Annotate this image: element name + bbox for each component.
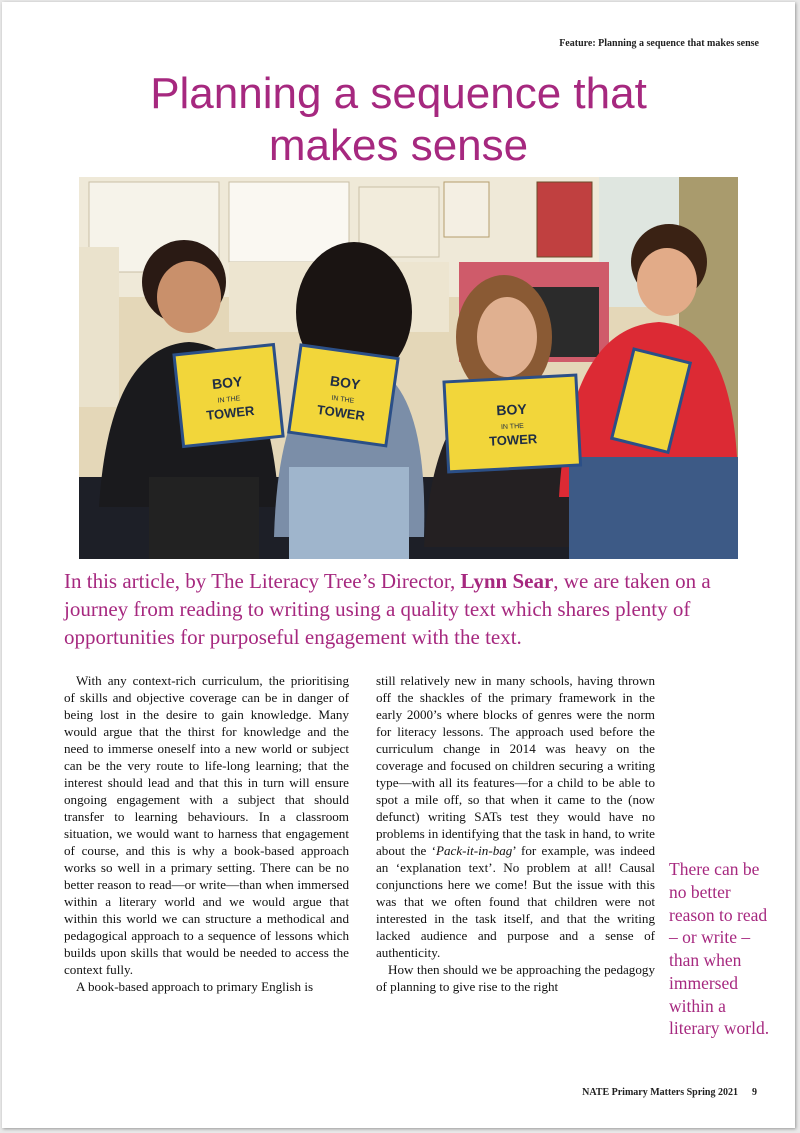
page-footer bbox=[582, 1087, 757, 1098]
book-title-1b: TOWER bbox=[205, 402, 256, 423]
book-title-2: BOY bbox=[329, 372, 362, 393]
book-title-3: BOY bbox=[495, 400, 528, 419]
book-title-2b: TOWER bbox=[316, 401, 366, 424]
book-subtitle-2: IN THE bbox=[330, 394, 355, 405]
page-number: 9 bbox=[752, 1087, 757, 1098]
body-column-1 bbox=[64, 672, 349, 995]
standfirst-pre: In this article, by The Literacy Tree’s Director, bbox=[64, 569, 461, 593]
book-title-3b: TOWER bbox=[488, 431, 538, 449]
body-paragraph: How then should we be approaching the pedagogy of planning to give rise to the right bbox=[376, 962, 655, 995]
body-text: still relatively new in many schools, having thrown off the shackles of the primary framework in the early 2000’s where blocks of genres were the norm for literacy lessons. The approach used before the curriculum change in 2014 was heavy on the coverage and focused on children securing a writing type—with all its features—for a child to be able to spot a mile off, so that when it came to the (now defunct) writing SATs test they would have no problems in identifying that the task in hand, to write about the ‘ bbox=[376, 673, 655, 859]
body-paragraph bbox=[376, 672, 655, 961]
title-line-2: makes sense bbox=[268, 120, 529, 170]
running-head: Feature: Planning a sequence that makes sense bbox=[559, 38, 759, 49]
book-title-1: BOY bbox=[211, 373, 244, 393]
standfirst bbox=[64, 568, 754, 652]
body-text: ’ for example, was indeed an ‘explanation text’. No problem at all! Causal conjunctions here we come! But the issue with this was that we often found that children were not interested in the task itself, and that the writing lacked audience and purpose and a sense of authenticity. bbox=[376, 843, 655, 961]
book-subtitle-3: IN THE bbox=[500, 422, 525, 432]
body-paragraph: With any context-rich curriculum, the prioritising of skills and objective coverage can be in danger of being lost in the desire to gain knowledge. Many would argue that the thirst for knowledge and the need to immerse oneself into a new world or subject can be the very route to life-long learning; that the interest should lead and that this in turn will ensure ongoing engagement with a subject that should transfer to learning behaviours. In a classroom situation, we would want to harness that engagement of course, and this is why a book-based approach works so well in a primary setting. There can be no better reason to read—or write—than when immersed within a literary world and we would argue that within this world we can structure a methodical and pedagogical approach to a sequence of lessons which builds upon skills that would be needed to access the context fully. bbox=[64, 673, 349, 978]
book-subtitle-1: IN THE bbox=[217, 395, 241, 405]
photo-illustration bbox=[79, 177, 738, 559]
body-paragraph: A book-based approach to primary English is bbox=[76, 979, 314, 995]
article-title bbox=[2, 68, 795, 172]
author-name: Lynn Sear bbox=[460, 569, 554, 593]
body-column-2 bbox=[376, 672, 655, 995]
magazine-page bbox=[2, 2, 795, 1128]
publication-name: NATE Primary Matters Spring 2021 bbox=[582, 1087, 738, 1098]
standfirst-post: , we are taken on a journey from reading to writing using a quality text which shares plenty of opportunities for purposeful engagement with the text. bbox=[64, 569, 711, 649]
children-reading-photo bbox=[79, 177, 738, 559]
pull-quote: There can be no better reason to read – or write – than when immersed within a literary world. bbox=[669, 859, 770, 1039]
body-emphasis: Pack-it-in-bag bbox=[436, 843, 513, 859]
title-line-1: Planning a sequence that bbox=[150, 69, 647, 118]
